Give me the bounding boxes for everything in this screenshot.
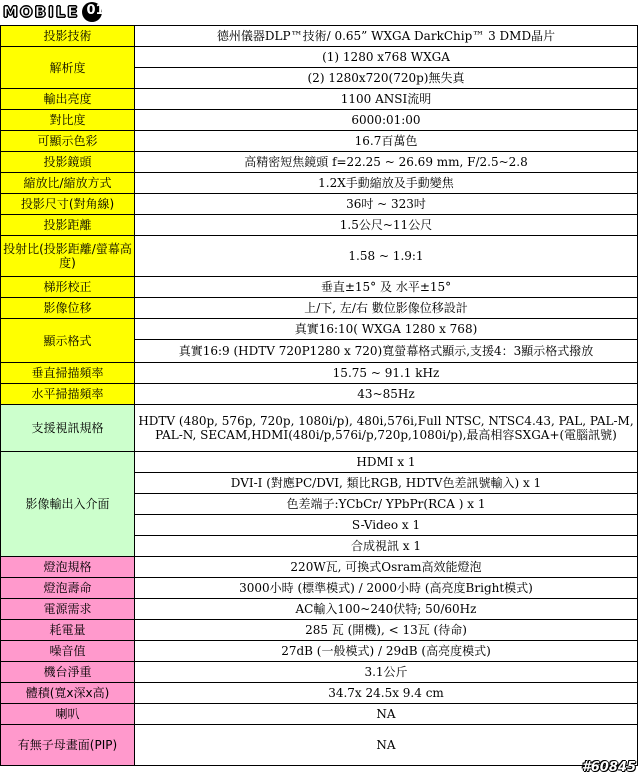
spec-row (1, 110, 638, 131)
spec-label: 支援視訊規格 (1, 405, 135, 452)
logo-text: MOBILE (3, 3, 80, 21)
spec-row (1, 704, 638, 725)
spec-row (1, 319, 638, 340)
spec-label: 電源需求 (1, 599, 135, 620)
logo-mark-icon (82, 2, 105, 22)
spec-label: 機台淨重 (1, 662, 135, 683)
spec-value: 1.5公尺~11公尺 (135, 215, 638, 236)
spec-value: S-Video x 1 (135, 515, 638, 536)
spec-label: 燈泡壽命 (1, 578, 135, 599)
spec-value: 德州儀器DLP™技術/ 0.65” WXGA DarkChip™ 3 DMD晶片 (135, 26, 638, 47)
spec-value: 高精密短焦鏡頭 f=22.25 ~ 26.69 mm, F/2.5~2.8 (135, 152, 638, 173)
spec-value: 色差端子:YCbCr/ YPbPr(RCA ) x 1 (135, 494, 638, 515)
spec-value: 3000小時 (標準模式) / 2000小時 (高亮度Bright模式) (135, 578, 638, 599)
spec-label: 解析度 (1, 47, 135, 89)
spec-value: 16.7百萬色 (135, 131, 638, 152)
spec-value: NA (135, 725, 638, 766)
spec-row (1, 26, 638, 47)
spec-row (1, 152, 638, 173)
spec-label: 耗電量 (1, 620, 135, 641)
spec-row (1, 363, 638, 384)
spec-value: 上/下, 左/右 數位影像位移設計 (135, 298, 638, 319)
spec-value: (2) 1280x720(720p)無失真 (135, 68, 638, 89)
spec-value: 34.7x 24.5x 9.4 cm (135, 683, 638, 704)
spec-row (1, 131, 638, 152)
spec-label: 梯形校正 (1, 277, 135, 298)
spec-label: 縮放比/縮放方式 (1, 173, 135, 194)
spec-value: 43~85Hz (135, 384, 638, 405)
spec-row (1, 557, 638, 578)
spec-label: 投影技術 (1, 26, 135, 47)
spec-label: 噪音值 (1, 641, 135, 662)
spec-value: HDMI x 1 (135, 452, 638, 473)
spec-label: 輸出亮度 (1, 89, 135, 110)
spec-label: 水平掃描頻率 (1, 384, 135, 405)
spec-value: 真實16:9 (HDTV 720P1280 x 720)寬螢幕格式顯示,支援4：3顯示格式撥放 (135, 340, 638, 363)
spec-value: NA (135, 704, 638, 725)
spec-value: 285 瓦 (開機), < 13瓦 (待命) (135, 620, 638, 641)
spec-label: 顯示格式 (1, 319, 135, 363)
spec-value: 1.58 ~ 1.9:1 (135, 236, 638, 277)
spec-row (1, 620, 638, 641)
spec-value: 220W瓦, 可換式Osram高效能燈泡 (135, 557, 638, 578)
spec-label: 對比度 (1, 110, 135, 131)
spec-row (1, 662, 638, 683)
spec-label: 體積(寬x深x高) (1, 683, 135, 704)
spec-row (1, 578, 638, 599)
spec-label: 垂直掃描頻率 (1, 363, 135, 384)
spec-row (1, 298, 638, 319)
spec-value: 15.75 ~ 91.1 kHz (135, 363, 638, 384)
spec-value: (1) 1280 x768 WXGA (135, 47, 638, 68)
logo-mark-text: 01 (86, 3, 105, 18)
spec-value: 3.1公斤 (135, 662, 638, 683)
spec-value: 真實16:10( WXGA 1280 x 768) (135, 319, 638, 340)
spec-label: 喇叭 (1, 704, 135, 725)
spec-label: 投影距離 (1, 215, 135, 236)
spec-row (1, 236, 638, 277)
spec-row (1, 641, 638, 662)
spec-label: 燈泡規格 (1, 557, 135, 578)
spec-label: 影像位移 (1, 298, 135, 319)
spec-label: 投影鏡頭 (1, 152, 135, 173)
spec-value: DVI-I (對應PC/DVI, 類比RGB, HDTV色差訊號輸入) x 1 (135, 473, 638, 494)
spec-table (0, 25, 638, 766)
spec-row (1, 194, 638, 215)
spec-label: 有無子母畫面(PIP) (1, 725, 135, 766)
spec-row (1, 452, 638, 473)
spec-row (1, 405, 638, 452)
spec-label: 投射比(投影距離/螢幕高度) (1, 236, 135, 277)
spec-value: 垂直±15° 及 水平±15° (135, 277, 638, 298)
spec-row (1, 384, 638, 405)
spec-value: HDTV (480p, 576p, 720p, 1080i/p), 480i,576i,Full NTSC, NTSC4.43, PAL, PAL-M, PAL-N, SECAM,HDMI(480i/p,576i/p,720p,1080i/p),最高相容SXGA+(電腦訊號) (135, 405, 638, 452)
spec-row (1, 173, 638, 194)
spec-row (1, 215, 638, 236)
spec-value: 27dB (一般模式) / 29dB (高亮度模式) (135, 641, 638, 662)
spec-value: 1.2X手動縮放及手動變焦 (135, 173, 638, 194)
spec-row (1, 725, 638, 766)
watermark: #60845 (581, 760, 636, 775)
spec-table-body (1, 26, 638, 766)
spec-value: 36吋 ~ 323吋 (135, 194, 638, 215)
spec-row (1, 89, 638, 110)
spec-row (1, 277, 638, 298)
spec-value: 6000:01:00 (135, 110, 638, 131)
spec-row (1, 599, 638, 620)
spec-value: 1100 ANSI流明 (135, 89, 638, 110)
spec-label: 可顯示色彩 (1, 131, 135, 152)
spec-value: AC輸入100~240伏特; 50/60Hz (135, 599, 638, 620)
spec-value: 合成視訊 x 1 (135, 536, 638, 557)
spec-row (1, 683, 638, 704)
logo (3, 2, 105, 22)
spec-label: 影像輸出入介面 (1, 452, 135, 557)
spec-row (1, 47, 638, 68)
spec-label: 投影尺寸(對角線) (1, 194, 135, 215)
